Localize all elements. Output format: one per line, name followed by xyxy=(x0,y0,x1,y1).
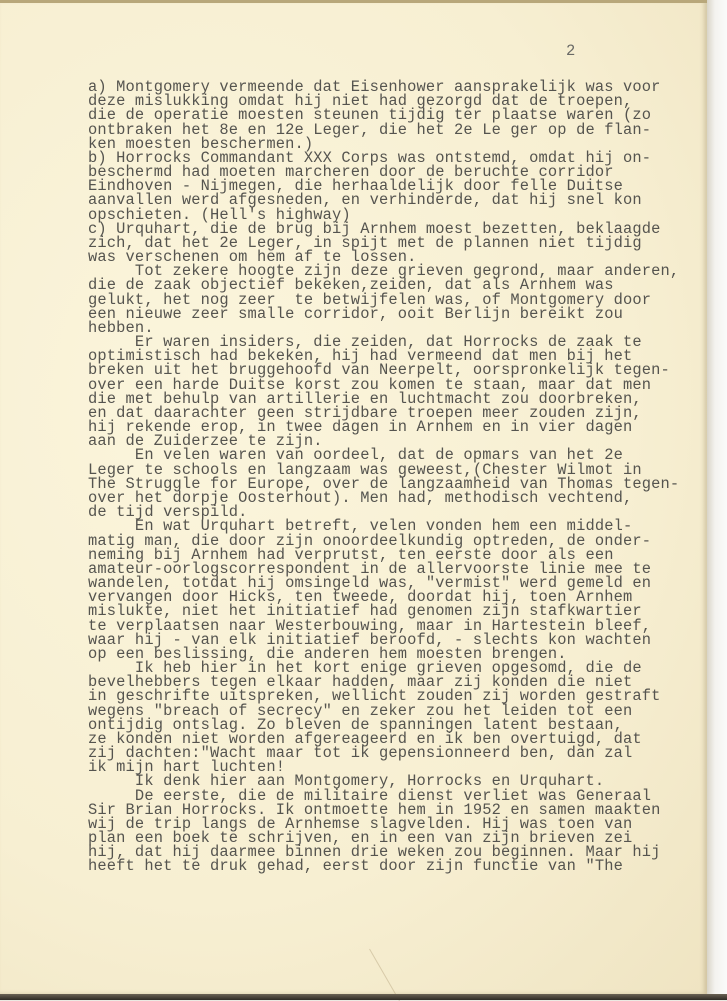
text-line: ik mijn hart luchten! xyxy=(88,758,286,777)
text-line: b) Horrocks Commandant XXX Corps was ontstemd, omdat hij on- xyxy=(88,148,652,167)
text-line: aan de Zuiderzee te zijn. xyxy=(88,432,323,451)
text-line: aanvallen werd afgesneden, en verhinderde, dat hij snel kon xyxy=(88,191,642,210)
text-line: deze mislukking omdat hij niet had gezorgd dat de troepen, xyxy=(88,92,633,111)
text-line: heeft het te druk gehad, eerst door zijn functie van "The xyxy=(88,857,623,876)
bottom-shadow xyxy=(0,994,727,1000)
page-number: 2 xyxy=(566,42,576,60)
text-line: De eerste, die de militaire dienst verliet was Generaal xyxy=(88,786,652,805)
text-line: The Struggle for Europe, over de langzaamheid van Thomas tegen- xyxy=(88,474,680,493)
text-line: en dat daarachter geen strijdbare troepen meer zouden zijn, xyxy=(88,403,642,422)
text-line: ontijdig ontslag. Zo bleven de spanningen latent bestaan, xyxy=(88,715,623,734)
background-strip xyxy=(707,0,727,1000)
text-line: was verschenen om hem af te lossen. xyxy=(88,248,417,267)
typewritten-body xyxy=(88,80,679,874)
text-line: neming bij Arnhem had verprutst, ten eerste door als een xyxy=(88,545,614,564)
text-line: En velen waren van oordeel, dat de opmars van het 2e xyxy=(88,446,623,465)
text-line: bevelhebbers tegen elkaar hadden, maar zij konden die niet xyxy=(88,673,633,692)
text-line: hij, dat hij daarmee binnen drie weken zou beginnen. Maar hij xyxy=(88,843,661,862)
text-line: die met behulp van artillerie en luchtmacht zou doorbreken, xyxy=(88,389,642,408)
text-line: Leger te schools en langzaam was geweest,(Chester Wilmot in xyxy=(88,460,642,479)
text-line: hebben. xyxy=(88,318,154,337)
text-line: a) Montgomery vermeende dat Eisenhower aansprakelijk was voor xyxy=(88,78,661,96)
text-line: matig man, die door zijn onoordeelkundig optreden, de onder- xyxy=(88,531,652,550)
text-line: ze konden niet worden afgereageerd en ik ben overtuigd, dat xyxy=(88,729,642,748)
text-line: opschieten. (Hell's highway) xyxy=(88,205,351,224)
text-line: beschermd had moeten marcheren door de beruchte corridor xyxy=(88,163,614,182)
text-line: een nieuwe zeer smalle corridor, ooit Berlijn bereikt zou xyxy=(88,304,623,323)
text-line: En wat Urquhart betreft, velen vonden hem een middel- xyxy=(88,517,633,536)
text-line: Eindhoven - Nijmegen, die herhaaldelijk door felle Duitse xyxy=(88,177,623,196)
text-line: die de operatie moesten steunen tijdig ter plaatse waren (zo xyxy=(88,106,652,125)
text-line: over het dorpje Oosterhout). Men had, methodisch vechtend, xyxy=(88,488,633,507)
text-line: gelukt, het nog zeer te betwijfelen was, of Montgomery door xyxy=(88,290,652,309)
text-line: in geschrifte uitspreken, wellicht zouden zij worden gestraft xyxy=(88,687,661,706)
paper-crease xyxy=(369,919,452,1001)
text-line: Sir Brian Horrocks. Ik ontmoette hem in 1952 en samen maakten xyxy=(88,800,661,819)
text-line: die de zaak objectief bekeken,zeiden, dat als Arnhem was xyxy=(88,276,614,295)
text-line: optimistisch had bekeken, hij had vermeend dat men bij het xyxy=(88,347,633,366)
text-line: zij dachten:"Wacht maar tot ik gepensionneerd ben, dan zal xyxy=(88,744,633,763)
text-line: hij rekende erop, in twee dagen in Arnhem en in vier dagen xyxy=(88,418,633,437)
text-line: te verplaatsen naar Westerbouwing, maar in Hartestein bleef, xyxy=(88,616,652,635)
text-line: de tijd verspild. xyxy=(88,503,248,522)
text-line: Tot zekere hoogte zijn deze grieven gegrond, maar anderen, xyxy=(88,262,680,281)
text-line: zich, dat het 2e Leger, in spijt met de plannen niet tijdig xyxy=(88,233,642,252)
text-line: op een beslissing, die anderen hem moesten brengen. xyxy=(88,644,567,663)
text-line: ontbraken het 8e en 12e Leger, die het 2e Le ger op de flan- xyxy=(88,120,652,139)
text-line: over een harde Duitse korst zou komen te staan, maar dat men xyxy=(88,375,652,394)
text-line: Ik denk hier aan Montgomery, Horrocks en Urquhart. xyxy=(88,772,605,791)
text-line: c) Urquhart, die de brug bij Arnhem moest bezetten, beklaagde xyxy=(88,219,661,238)
text-line: Ik heb hier in het kort enige grieven opgesomd, die de xyxy=(88,659,642,678)
text-line: wij de trip langs de Arnhemse slagvelden. Hij was toen van xyxy=(88,814,633,833)
text-line: breken uit het bruggehoofd van Neerpelt, oorspronkelijk tegen- xyxy=(88,361,670,380)
text-line: Er waren insiders, die zeiden, dat Horrocks de zaak te xyxy=(88,333,642,352)
text-line: plan een boek te schrijven, en in een van zijn brieven zei xyxy=(88,829,633,848)
text-line: wegens "breach of secrecy" en zeker zou het leiden tot een xyxy=(88,701,633,720)
text-line: waar hij - van elk initiatief beroofd, - slechts kon wachten xyxy=(88,630,652,649)
paper-top-edge xyxy=(0,0,707,3)
text-line: ken moesten beschermen.) xyxy=(88,134,314,153)
text-line: mislukte, niet het initiatief had genomen zijn stafkwartier xyxy=(88,602,642,621)
text-line: vervangen door Hicks, ten tweede, doordat hij, toen Arnhem xyxy=(88,588,633,607)
text-line: wandelen, totdat hij omsingeld was, "vermist" werd gemeld en xyxy=(88,574,652,593)
text-line: amateur-oorlogscorrespondent in de allervoorste linie mee te xyxy=(88,559,652,578)
